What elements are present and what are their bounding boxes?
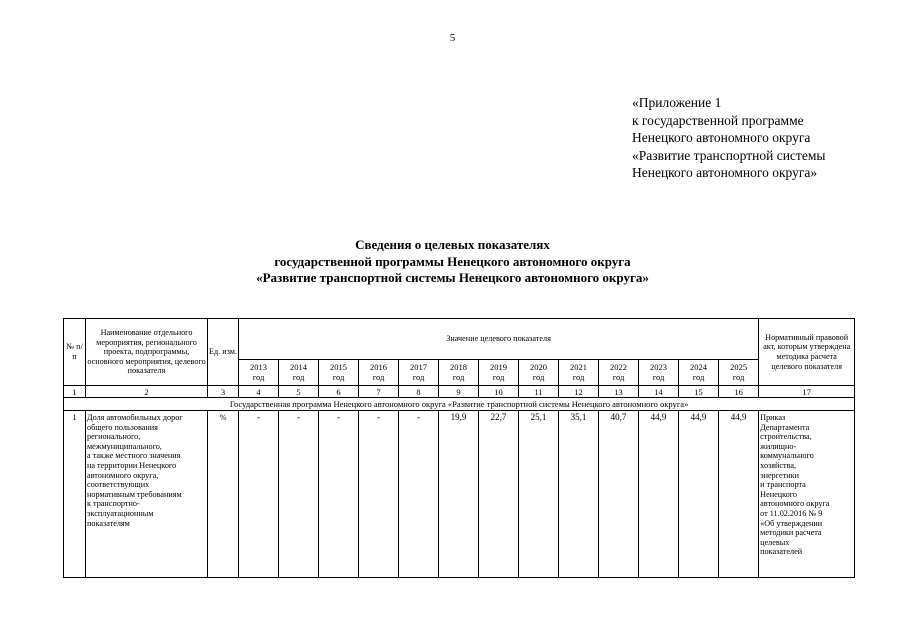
header-year-number: 2017 (410, 361, 427, 372)
value-cell: 44,9 (719, 411, 759, 578)
header-year-number: 2018 (450, 361, 467, 372)
value-cell: - (399, 411, 439, 578)
header-year (719, 360, 759, 386)
value-cell: 44,9 (639, 411, 679, 578)
header-year (599, 360, 639, 386)
legal-act-line: энергетики (760, 470, 799, 480)
legal-act-line: «Об утверждении (760, 518, 823, 528)
header-year-suffix: год (292, 371, 305, 382)
header-year-number: 2020 (530, 361, 547, 372)
legal-act-line: Ненецкого (760, 489, 798, 499)
unit-cell: % (208, 411, 239, 578)
header-year-number: 2024 (690, 361, 707, 372)
column-number: 14 (639, 386, 679, 398)
section-title: Государственная программа Ненецкого автономного округа «Развитие транспортной системы Ненецкого автономного округа» (64, 398, 855, 411)
appendix-line: Ненецкого автономного округа (632, 130, 811, 145)
header-year (279, 360, 319, 386)
header-year-number: 2019 (490, 361, 507, 372)
column-number: 7 (359, 386, 399, 398)
appendix-line: к государственной программе (632, 112, 804, 128)
header-unit: Ед. изм. (208, 319, 239, 386)
value-cell: 22,7 (479, 411, 519, 578)
legal-act-line: жилищно- (760, 441, 797, 451)
header-year (319, 360, 359, 386)
value-cell: - (239, 411, 279, 578)
column-number: 17 (759, 386, 855, 398)
value-cell: - (319, 411, 359, 578)
appendix-line: Ненецкого автономного округа» (632, 165, 818, 180)
appendix-note (632, 94, 825, 182)
header-year (559, 360, 599, 386)
legal-act-line: от 11.02.2016 № 9 (760, 508, 823, 518)
column-number: 6 (319, 386, 359, 398)
indicator-name-line: к транспортно- (87, 499, 140, 509)
header-year-number: 2021 (570, 361, 587, 372)
header-year-number: 2023 (650, 361, 667, 372)
header-year (439, 360, 479, 386)
header-year-suffix: год (372, 371, 385, 382)
header-year-number: 2014 (290, 361, 307, 372)
value-cell: 25,1 (519, 411, 559, 578)
header-year-suffix: год (732, 371, 745, 382)
legal-act-line: методики расчета (760, 528, 822, 538)
legal-act-line: Департамента (760, 422, 810, 432)
header-year-suffix: год (252, 371, 265, 382)
indicator-name-line: регионального, (87, 432, 141, 442)
indicator-name-line: Доля автомобильных дорог (87, 413, 183, 422)
header-year-number: 2013 (250, 361, 267, 372)
header-year-number: 2015 (330, 361, 347, 372)
indicator-name-line: межмуниципального, (87, 441, 162, 451)
legal-act-line: и транспорта (760, 480, 806, 490)
legal-act-cell (759, 411, 855, 578)
value-cell: 19,9 (439, 411, 479, 578)
legal-act-line: хозяйства, (760, 460, 797, 470)
indicators-table (63, 318, 855, 578)
column-number: 12 (559, 386, 599, 398)
indicator-name-line: а также местного значения (87, 451, 181, 461)
header-year-number: 2016 (370, 361, 387, 372)
value-cell: 35,1 (559, 411, 599, 578)
header-year-suffix: год (532, 371, 545, 382)
header-year-suffix: год (692, 371, 705, 382)
column-number: 16 (719, 386, 759, 398)
header-year (399, 360, 439, 386)
column-number: 4 (239, 386, 279, 398)
indicator-name-line: нормативным требованиям (87, 489, 182, 499)
page-number: 5 (449, 32, 456, 44)
indicator-name-line: эксплуатационным (87, 508, 154, 518)
column-number: 9 (439, 386, 479, 398)
column-number: 5 (279, 386, 319, 398)
title-line: государственной программы Ненецкого автономного округа (274, 253, 631, 269)
indicator-name (86, 411, 208, 578)
column-number: 1 (64, 386, 86, 398)
column-number: 15 (679, 386, 719, 398)
indicator-name-line: на территории Ненецкого (87, 460, 177, 470)
header-legal-act: Нормативный правовой акт, которым утверждена методика расчета целевого показателя (759, 319, 855, 386)
appendix-line: «Развитие транспортной системы (632, 147, 826, 163)
legal-act-line: целевых (760, 537, 790, 547)
value-cell: 44,9 (679, 411, 719, 578)
header-value-group: Значение целевого показателя (239, 319, 759, 360)
header-year-suffix: год (612, 371, 625, 382)
header-year-suffix: год (572, 371, 585, 382)
column-number: 10 (479, 386, 519, 398)
column-number: 8 (399, 386, 439, 398)
header-name: Наименование отдельного мероприятия, регионального проекта, подпрограммы, основного мероприятия, целевого показателя (86, 319, 208, 386)
value-cell: - (359, 411, 399, 578)
value-cell: - (279, 411, 319, 578)
header-year-number: 2025 (730, 361, 748, 372)
value-cell: 40,7 (599, 411, 639, 578)
column-number: 11 (519, 386, 559, 398)
header-year-suffix: год (332, 371, 345, 382)
header-year (479, 360, 519, 386)
header-year (639, 360, 679, 386)
column-number: 13 (599, 386, 639, 398)
document-title (0, 237, 905, 287)
title-line: «Развитие транспортной системы Ненецкого автономного округа» (256, 270, 649, 285)
legal-act-line: Приказ (760, 413, 786, 422)
title-line: Сведения о целевых показателях (355, 237, 550, 252)
column-number: 2 (86, 386, 208, 398)
indicator-name-line: общего пользования (87, 422, 158, 432)
indicator-name-line: автономного округа, (87, 470, 159, 480)
header-year-suffix: год (652, 371, 665, 382)
legal-act-line: коммунального (760, 451, 814, 461)
legal-act-line: показателей (760, 547, 803, 557)
header-year (359, 360, 399, 386)
indicator-name-line: соответствующих (87, 480, 150, 490)
header-year-suffix: год (452, 371, 465, 382)
header-year-suffix: год (412, 371, 425, 382)
column-number: 3 (208, 386, 239, 398)
header-year (519, 360, 559, 386)
header-year-number: 2022 (610, 361, 627, 372)
row-num: 1 (64, 411, 86, 578)
header-year (679, 360, 719, 386)
legal-act-line: автономного округа (760, 499, 830, 509)
header-year (239, 360, 279, 386)
header-year-suffix: год (492, 371, 505, 382)
indicator-name-line: показателям (87, 518, 130, 528)
header-num: № п/п (64, 319, 86, 386)
appendix-line: «Приложение 1 (632, 95, 722, 110)
legal-act-line: строительства, (760, 432, 812, 442)
